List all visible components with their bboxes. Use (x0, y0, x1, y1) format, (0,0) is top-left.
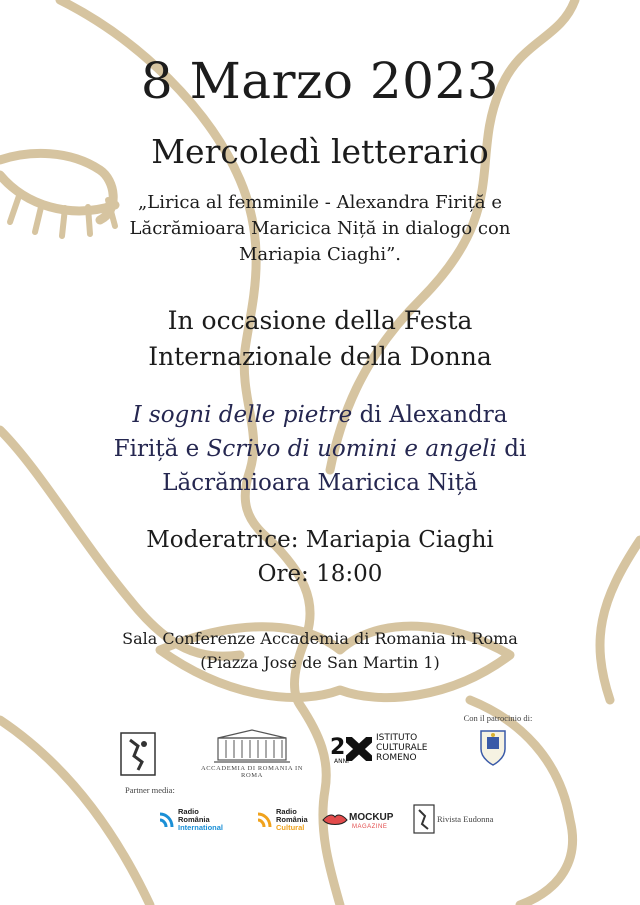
venue-line: Sala Conferenze Accademia di Romania in Roma (122, 629, 518, 648)
book-title-1: I sogni delle pietre (132, 402, 353, 428)
event-venue (0, 627, 640, 675)
radio-cultural-text (276, 808, 308, 832)
radio-cultural-line-2: România (276, 815, 308, 824)
eudonna-label: Rivista Eudonna (437, 814, 494, 824)
radio-waves-blue-icon (158, 810, 176, 830)
event-quote (100, 190, 540, 268)
mentore-logo (120, 732, 156, 776)
venue-line: (Piazza Jose de San Martin 1) (200, 653, 440, 672)
accademia-building-icon (210, 728, 294, 764)
quote-line: Lăcrămioara Maricica Niță in dialogo con (129, 218, 511, 239)
icr-cross-icon (346, 737, 372, 761)
radio-cultural-line-1: Radio (276, 807, 297, 816)
patronage-label: Con il patrocinio di: (463, 713, 533, 723)
radio-cultural-line-3: Cultural (276, 823, 305, 832)
icr-line-3: ROMENO (376, 753, 417, 763)
icr-logo (330, 733, 445, 767)
event-series-title: Mercoledì letterario (151, 132, 489, 171)
radio-intl-line-2: România (178, 815, 210, 824)
radio-romania-international-logo (158, 808, 233, 834)
radio-intl-text (178, 808, 223, 832)
occasion-line: In occasione della Festa (167, 306, 473, 335)
radio-intl-line-1: Radio (178, 807, 199, 816)
event-moderator-block (0, 523, 640, 591)
books-of-1: di Alexandra (352, 402, 508, 428)
mockup-sub: MAGAZINE (352, 824, 388, 830)
lips-icon (322, 813, 348, 827)
books-line-2 (0, 432, 640, 466)
mockup-magazine-logo (322, 810, 400, 834)
books-presented (0, 398, 640, 500)
event-time: Ore: 18:00 (257, 561, 383, 587)
books-of-2: di (496, 436, 527, 462)
mockup-word: MOCKUP (349, 812, 394, 823)
eudonna-logo-icon (413, 804, 435, 834)
quote-line: „Lirica al femminile - Alexandra Firiță e (137, 192, 503, 213)
event-occasion (0, 303, 640, 375)
book-title-2: Scrivo di uomini e angeli (206, 436, 497, 462)
icr-line-1: ISTITUTO (376, 733, 418, 743)
event-date: 8 Marzo 2023 (140, 52, 500, 110)
quote-line: Mariapia Ciaghi”. (238, 244, 402, 265)
author-1-rest: Firiță e (113, 436, 207, 462)
accademia-caption: ACCADEMIA DI ROMANIA IN ROMA (200, 765, 304, 779)
icr-name (376, 733, 427, 763)
moderator: Moderatrice: Mariapia Ciaghi (146, 527, 494, 553)
icr-number-left: 2 (330, 735, 346, 760)
radio-intl-line-3: International (178, 823, 224, 832)
books-line-1 (0, 398, 640, 432)
radio-romania-cultural-logo (256, 808, 316, 834)
radio-waves-orange-icon (256, 810, 274, 830)
partner-media-label: Partner media: (125, 785, 175, 795)
author-2: Lăcrămioara Maricica Niță (162, 470, 478, 496)
icr-anni: ANNI (334, 758, 349, 765)
icr-line-2: CULTURALE (376, 743, 428, 753)
embassy-crest-icon (478, 727, 508, 767)
occasion-line: Internazionale della Donna (148, 342, 492, 371)
